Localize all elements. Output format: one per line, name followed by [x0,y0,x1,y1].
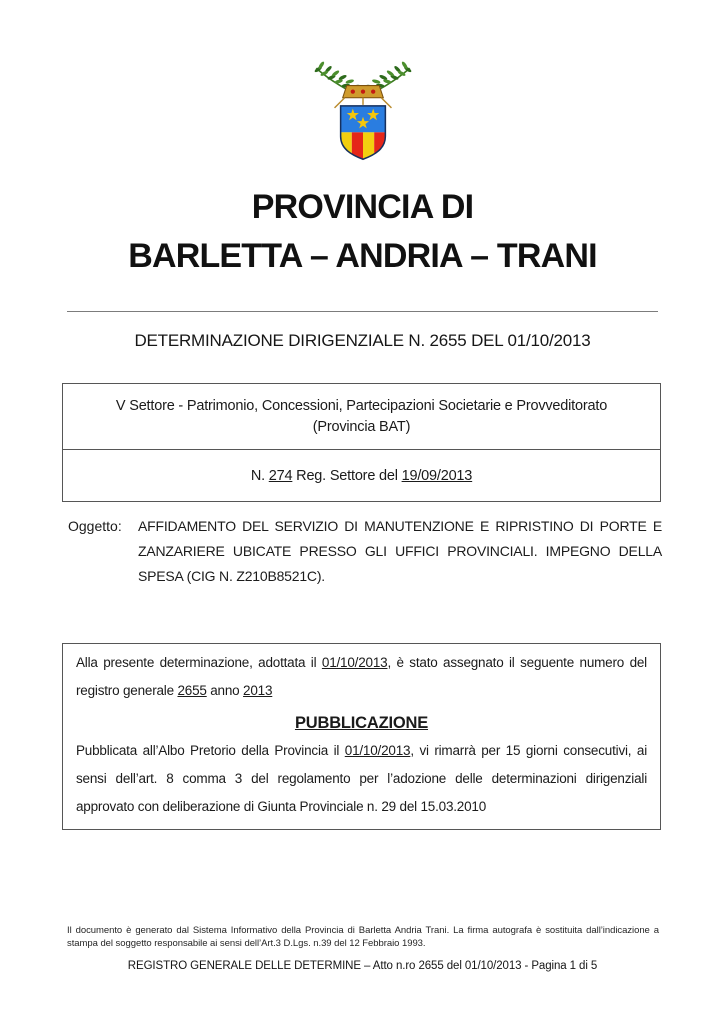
sector-box [62,383,661,502]
general-register-number: 2655 [177,683,207,698]
register-text: N. 274 Reg. Settore del 19/09/2013 [250,467,473,484]
register-date: 19/09/2013 [401,467,473,484]
register-number: 274 [268,467,293,484]
sector-line-2: (Provincia BAT) [312,418,411,435]
footer-register-line: REGISTRO GENERALE DELLE DETERMINE – Atto n.ro 2655 del 01/10/2013 - Pagina 1 di 5 [127,960,598,972]
publication-box [62,643,661,830]
crown-icon [334,86,391,108]
subject-label: Oggetto: [68,518,122,534]
title-line-1: PROVINCIA DI [251,188,474,226]
sector-line-1: V Settore - Patrimonio, Concessioni, Partecipazioni Societarie e Provveditorato [115,397,608,414]
publication-paragraph: Pubblicata all’Albo Pretorio della Provincia il 01/10/2013, vi rimarrà per 15 giorni consecutivi, ai sensi dell’art. 8 comma 3 del regolamento per l’adozione delle determinazioni dirigenziali approvato con deliberazione di Giunta Provinciale n. 29 del 15.03.2010 [76,743,647,814]
page-title [0,183,725,281]
shield-icon [340,106,385,160]
coat-of-arms-icon [302,60,424,164]
subject-row [68,514,662,589]
subject-text: AFFIDAMENTO DEL SERVIZIO DI MANUTENZIONE E RIPRISTINO DI PORTE E ZANZARIERE UBICATE PRESSO GLI UFFICI PROVINCIALI. IMPEGNO DELLA SPESA (CIG N. Z210B8521C). [138,518,662,584]
footer-disclaimer: Il documento è generato dal Sistema Informativo della Provincia di Barletta Andria Trani. La firma autografa è sostituita dall’indicazione a stampa del soggetto responsabile ai sensi dell’Art.3 D.Lgs. n.39 del 12 Febbraio 1993. [67,925,659,949]
determination-heading: DETERMINAZIONE DIRIGENZIALE N. 2655 DEL 01/10/2013 [134,331,591,350]
general-register-year: 2013 [243,683,273,698]
adoption-paragraph: Alla presente determinazione, adottata il 01/10/2013, è stato assegnato il seguente numero del registro generale 2655 anno 2013 [76,655,647,698]
divider-rule [67,311,658,312]
publication-date: 01/10/2013 [344,743,411,758]
publication-heading: PUBBLICAZIONE [294,714,429,732]
register-cell [63,450,660,501]
adoption-date: 01/10/2013 [321,655,388,670]
title-line-2: BARLETTA – ANDRIA – TRANI [128,237,597,275]
sector-cell [63,384,660,450]
provincial-coat-of-arms [302,60,424,164]
